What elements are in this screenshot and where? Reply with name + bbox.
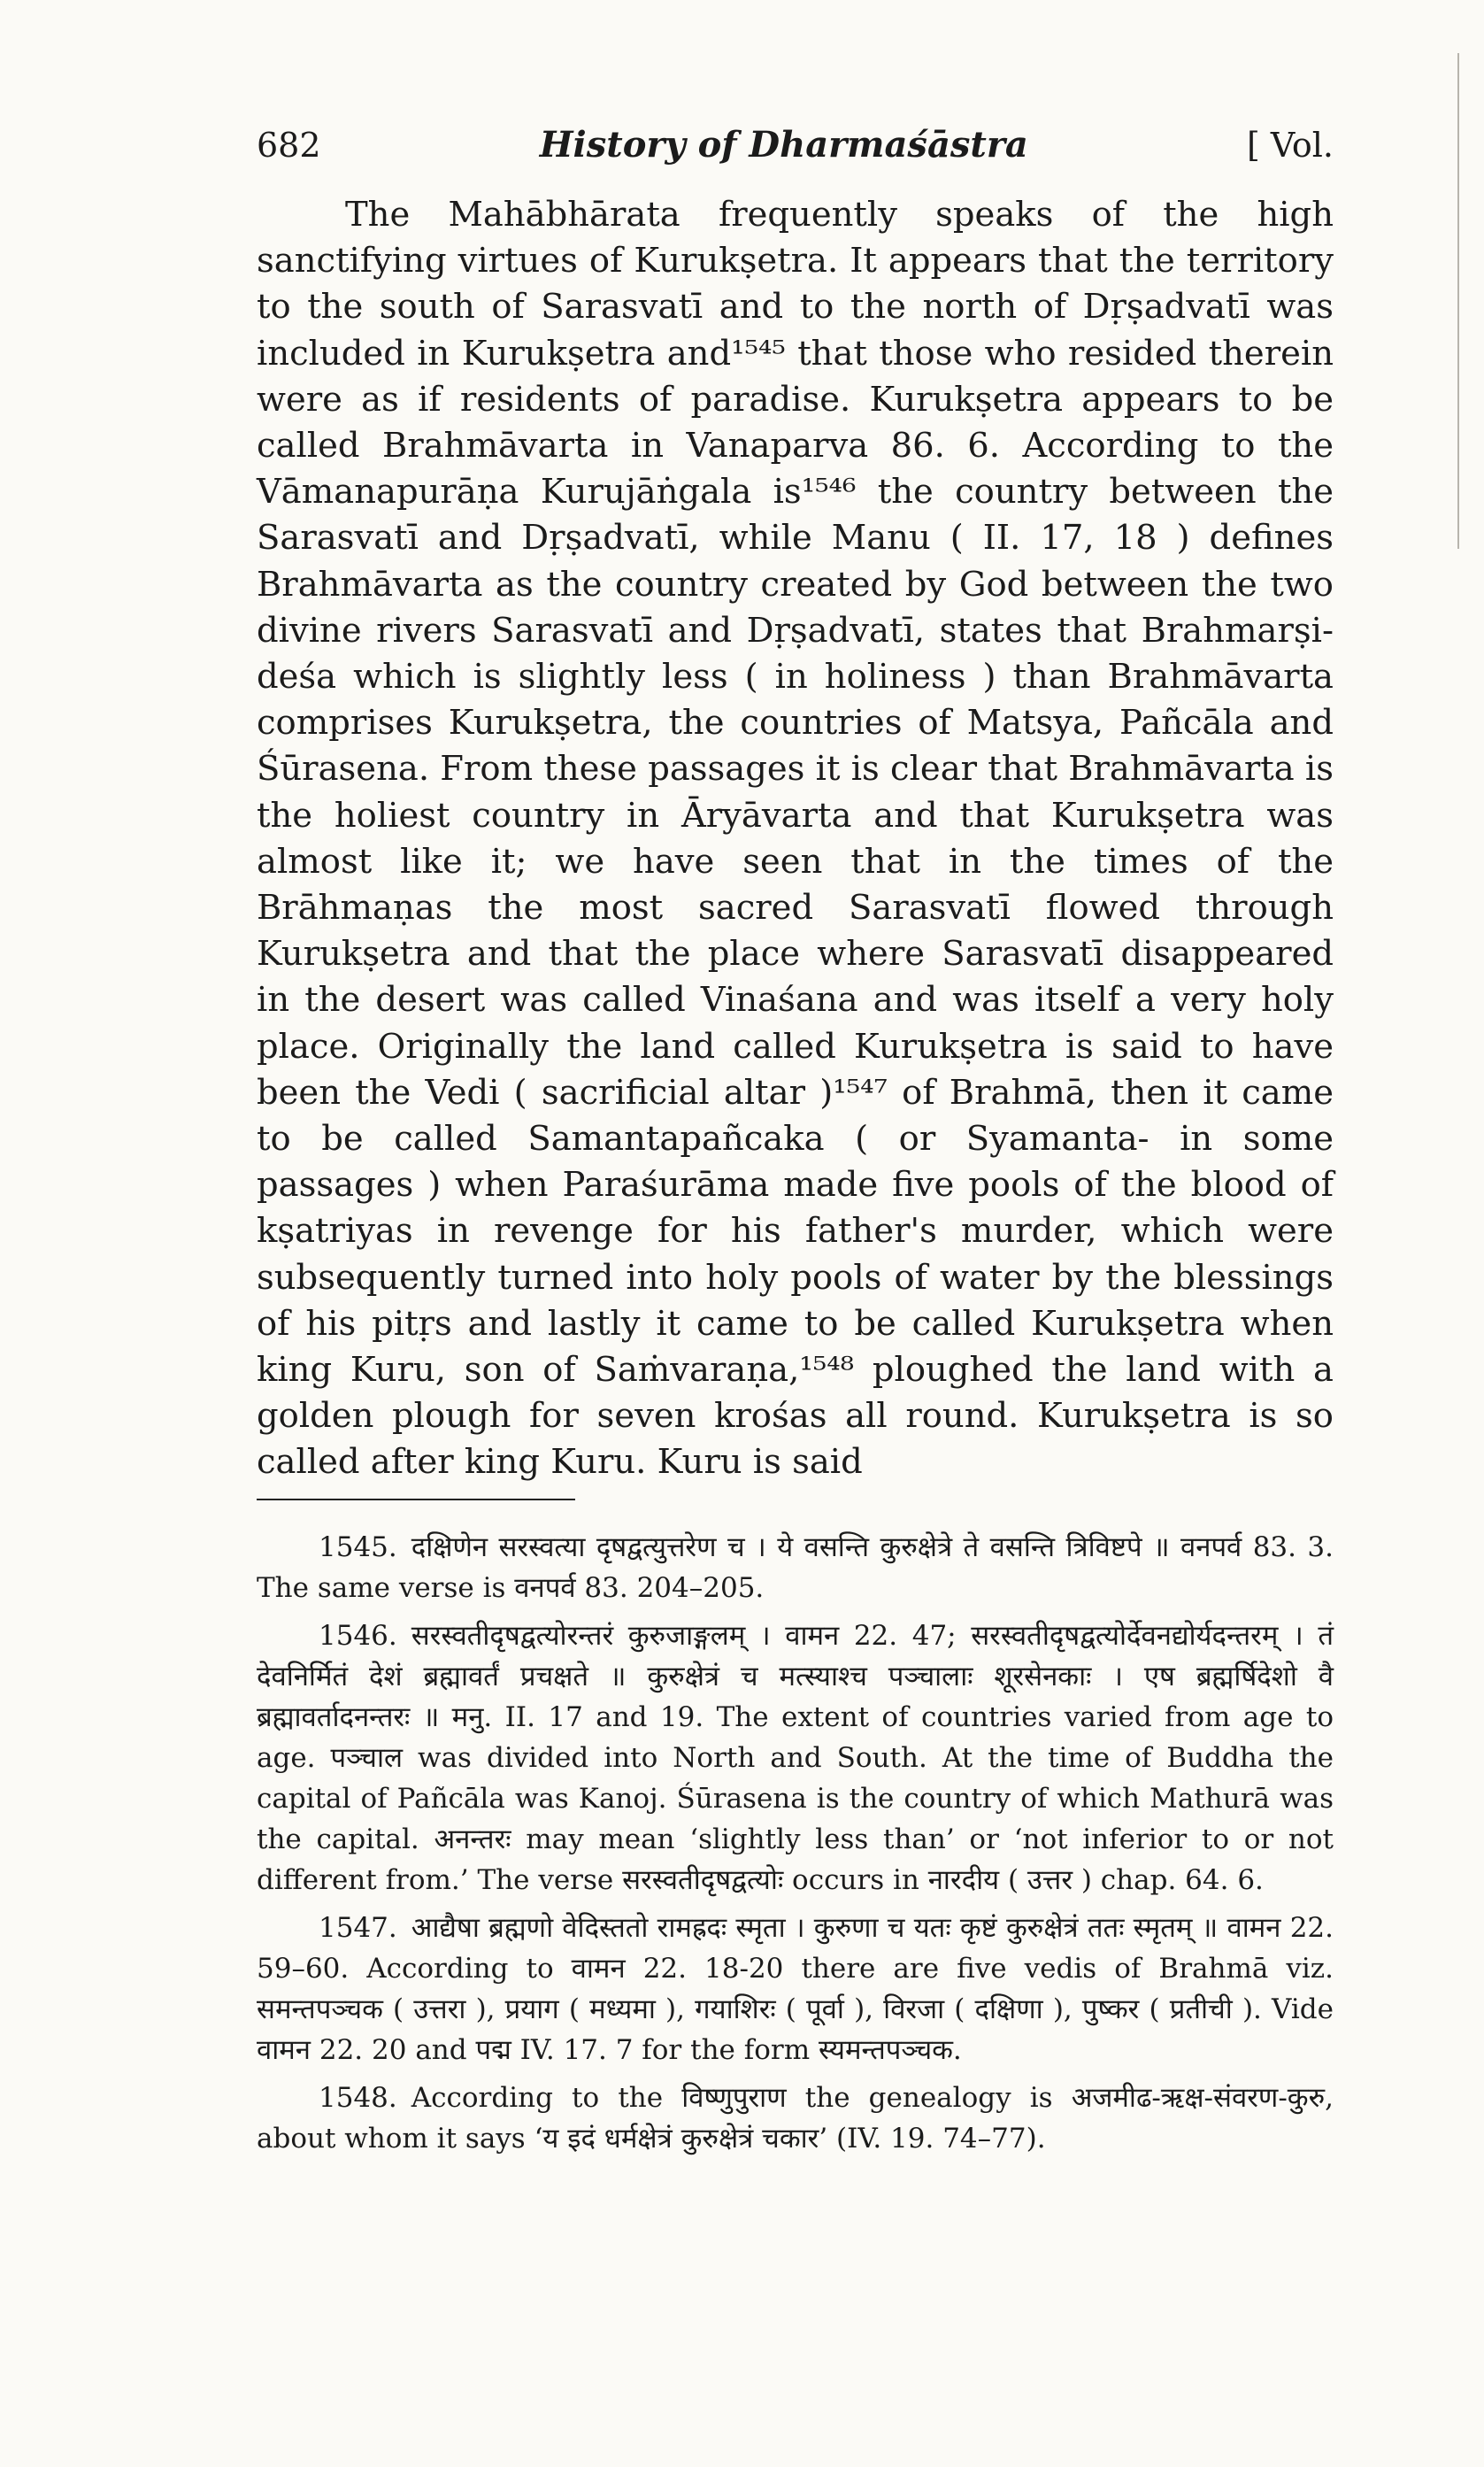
volume-label: [ Vol. [1247,126,1334,165]
footnote-1545 [257,1527,1334,1608]
footnote-1546 [257,1615,1334,1900]
footnote-text: दक्षिणेन सरस्वत्या दृषद्वत्युत्तरेण च । ये वसन्ति कुरुक्षेत्रे ते वसन्ति त्रिविष्टपे ॥ वनपर्व 83. 3. The same verse is वनपर्व 83. 204–205. [257,1530,1334,1604]
body-paragraph: The Mahābhārata frequently speaks of the high sanctifying virtues of Kurukṣetra. It appears that the territory to the south of Sarasvatī and to the north of Dṛṣadvatī was included in Kurukṣetra and¹⁵⁴⁵ that those who resided therein were as if residents of paradise. Kurukṣetra appears to be called Brahmāvarta in Vanaparva 86. 6. According to the Vāmanapurāṇa Kurujāṅgala is¹⁵⁴⁶ the country between the Sarasvatī and Dṛṣadvatī, while Manu ( II. 17, 18 ) defines Brahmāvarta as the country created by God between the two divine rivers Sarasvatī and Dṛṣadvatī, states that Brahmarṣi-deśa which is slightly less ( in holiness ) than Brahmāvarta comprises Kurukṣetra, the countries of Matsya, Pañcāla and Śūrasena. From these passages it is clear that Brahmāvarta is the holiest country in Āryāvarta and that Kurukṣetra was almost like it; we have seen that in the times of the Brāhmaṇas the most sacred Sarasvatī flowed through Kurukṣetra and that the place where Sarasvatī disappeared in the desert was called Vinaśana and was itself a very holy place. Originally the land called Kurukṣetra is said to have been the Vedi ( sacrificial altar )¹⁵⁴⁷ of Brahmā, then it came to be called Samantapañcaka ( or Syamanta- in some passages ) when Paraśurāma made five pools of the blood of kṣatriyas in revenge for his father's murder, which were subsequently turned into holy pools of water by the blessings of his pitṛs and lastly it came to be called Kurukṣetra when king Kuru, son of Saṁvaraṇa,¹⁵⁴⁸ ploughed the land with a golden plough for seven krośas all round. Kurukṣetra is so called after king Kuru. Kuru is said [257,195,1334,1483]
main-text [257,192,1334,1486]
footnote-rule [257,1499,575,1500]
page-edge-line [1457,53,1459,549]
page-header [257,124,1334,166]
footnote-1547 [257,1908,1334,2070]
running-title: History of Dharmaśāstra [539,124,1028,166]
footnote-number: 1545. [319,1530,397,1563]
footnote-number: 1548. [319,2081,397,2114]
footnote-number: 1547. [319,1911,397,1944]
footnote-text: सरस्वतीदृषद्वत्योरन्तरं कुरुजाङ्गलम् । वामन 22. 47; सरस्वतीदृषद्वत्योर्देवनद्योर्यदन्तरम् । तं देवनिर्मितं देशं ब्रह्मावर्तं प्रचक्षते ॥ कुरुक्षेत्रं च मत्स्याश्च पञ्चालाः शूरसेनकाः । एष ब्रह्मर्षिदेशो वै ब्रह्मावर्तादनन्तरः ॥ मनु. II. 17 and 19. The extent of countries varied from age to age. पञ्चाल was divided into North and South. At the time of Buddha the capital of Pañcāla was Kanoj. Śūrasena is the country of which Mathurā was the capital. अनन्तरः may mean ‘slightly less than’ or ‘not inferior to or not different from.’ The verse सरस्वतीदृषद्वत्योः occurs in नारदीय ( उत्तर ) chap. 64. 6. [257,1619,1334,1896]
footnote-text: According to the विष्णुपुराण the genealogy is अजमीढ-ऋक्ष-संवरण-कुरु, about whom it says ‘य इदं धर्मक्षेत्रं कुरुक्षेत्रं चकार’ (IV. 19. 74–77). [257,2081,1334,2155]
page-number: 682 [257,126,321,165]
footnote-number: 1546. [319,1619,397,1652]
footnote-text: आद्यैषा ब्रह्मणो वेदिस्ततो रामह्रदः स्मृता । कुरुणा च यतः कृष्टं कुरुक्षेत्रं ततः स्मृतम् ॥ वामन 22. 59–60. According to वामन 22. 18-20 there are five vedis of Brahmā viz. समन्तपञ्चक ( उत्तरा ), प्रयाग ( मध्यमा ), गयाशिरः ( पूर्वा ), विरजा ( दक्षिणा ), पुष्कर ( प्रतीची ). Vide वामन 22. 20 and पद्म IV. 17. 7 for the form स्यमन्तपञ्चक. [257,1911,1334,2066]
footnote-1548 [257,2078,1334,2159]
footnotes [257,1527,1334,2159]
